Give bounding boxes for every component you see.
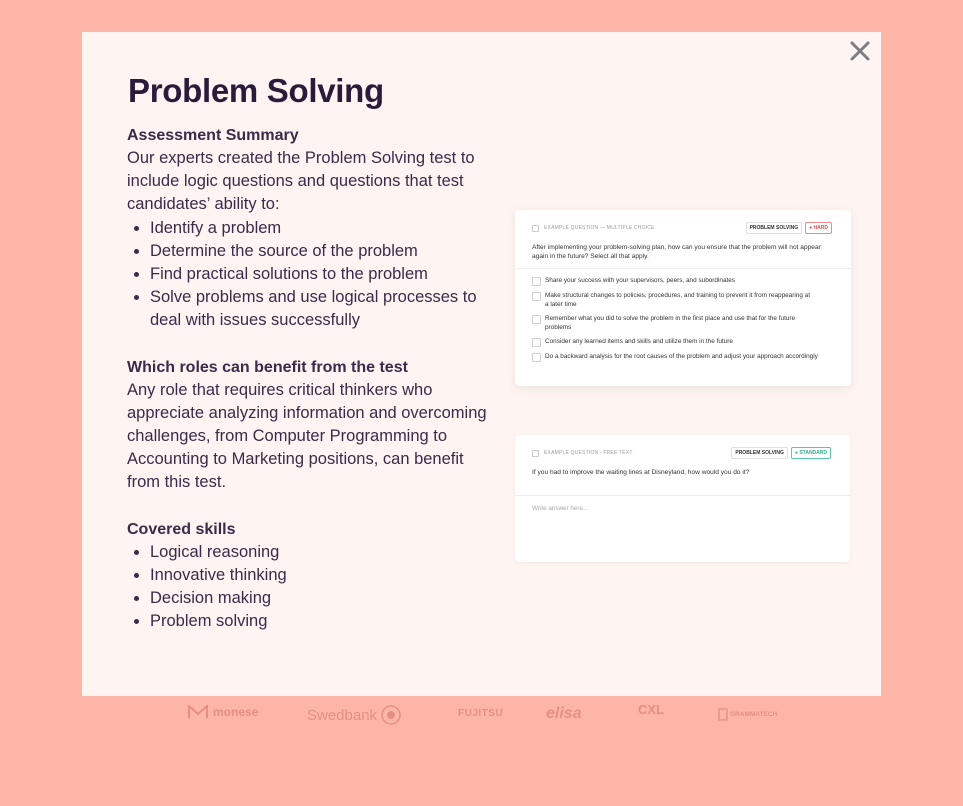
- summary-text: Our experts created the Problem Solving test to include logic questions and questions that test candidates’ ability to:: [127, 149, 475, 214]
- roles-text: Any role that requires critical thinkers who appreciate analyzing information and overcoming challenges, from Computer Programming to Accounting to Marketing positions, can benefit from this test.: [127, 380, 487, 492]
- summary-list: [127, 217, 487, 333]
- question-text: If you had to improve the waiting lines at Disneyland, how would you do it?: [532, 469, 750, 476]
- assessment-modal: [82, 32, 881, 696]
- answer-option[interactable]: Consider any learned items and skills and utilize them in the future: [532, 338, 834, 347]
- roles-heading: Which roles can benefit from the test: [127, 358, 408, 376]
- difficulty-badge: ● STANDARD: [791, 447, 831, 459]
- test-description: [127, 72, 487, 633]
- skill-tag: PROBLEM SOLVING: [731, 447, 788, 459]
- answer-option[interactable]: Share your success with your supervisors, peers, and subordinates: [532, 277, 834, 286]
- list-item: • Decision making: [150, 587, 487, 610]
- logo-elisa: elisa: [546, 705, 582, 722]
- summary-heading: Assessment Summary: [127, 127, 299, 144]
- logo-monese: monese: [188, 705, 258, 719]
- question-text: After implementing your problem-solving plan, how can you ensure that the problem will not appear again in the future? Select all that apply.: [532, 244, 821, 260]
- logo-swedbank: Swedbank: [307, 705, 401, 725]
- list-item: • Solve problems and use logical processes to deal with issues successfully: [150, 286, 487, 332]
- question-eyebrow: EXAMPLE QUESTION - FREE TEXT: [544, 450, 633, 456]
- answer-option[interactable]: Do a backward analysis for the root causes of the problem and adjust your approach accordingly: [532, 353, 834, 362]
- skills-heading: Covered skills: [127, 520, 236, 538]
- monese-icon: [188, 705, 208, 719]
- swedbank-icon: [381, 705, 401, 725]
- difficulty-badge: ● HARD: [805, 222, 832, 234]
- question-type-icon: [532, 225, 539, 232]
- list-item: • Identify a problem: [150, 217, 487, 240]
- checkbox[interactable]: [532, 292, 541, 301]
- example-question-card-free-text: [515, 435, 850, 562]
- grammatech-icon: [718, 708, 728, 721]
- answer-option[interactable]: Make structural changes to policies, procedures, and training to prevent it from reappearing at a later time: [532, 292, 834, 309]
- list-item: • Logical reasoning: [150, 541, 487, 564]
- checkbox[interactable]: [532, 338, 541, 347]
- checkbox[interactable]: [532, 277, 541, 286]
- example-question-card-multiple-choice: [515, 210, 851, 386]
- page-title: Problem Solving: [128, 72, 384, 109]
- checkbox[interactable]: [532, 315, 541, 324]
- skill-tag: PROBLEM SOLVING: [746, 222, 803, 234]
- skills-list: [127, 541, 487, 634]
- question-type-icon: [532, 450, 539, 457]
- client-logos: [0, 700, 963, 726]
- logo-fujitsu: FUJITSU: [458, 708, 504, 719]
- answer-options: [515, 269, 851, 362]
- answer-option[interactable]: Remember what you did to solve the problem in the first place and use that for the future problems: [532, 315, 834, 332]
- list-item: • Innovative thinking: [150, 564, 487, 587]
- close-icon: [850, 41, 870, 61]
- logo-cxl: CXL: [638, 702, 664, 717]
- logo-grammatech: GRAMMATECH: [718, 708, 777, 721]
- list-item: • Problem solving: [150, 610, 487, 633]
- close-button[interactable]: [847, 38, 873, 64]
- list-item: • Determine the source of the problem: [150, 240, 487, 263]
- list-item: • Find practical solutions to the problem: [150, 263, 487, 286]
- checkbox[interactable]: [532, 353, 541, 362]
- question-eyebrow: EXAMPLE QUESTION — MULTIPLE CHOICE: [544, 225, 655, 231]
- answer-input[interactable]: Write answer here...: [532, 505, 589, 512]
